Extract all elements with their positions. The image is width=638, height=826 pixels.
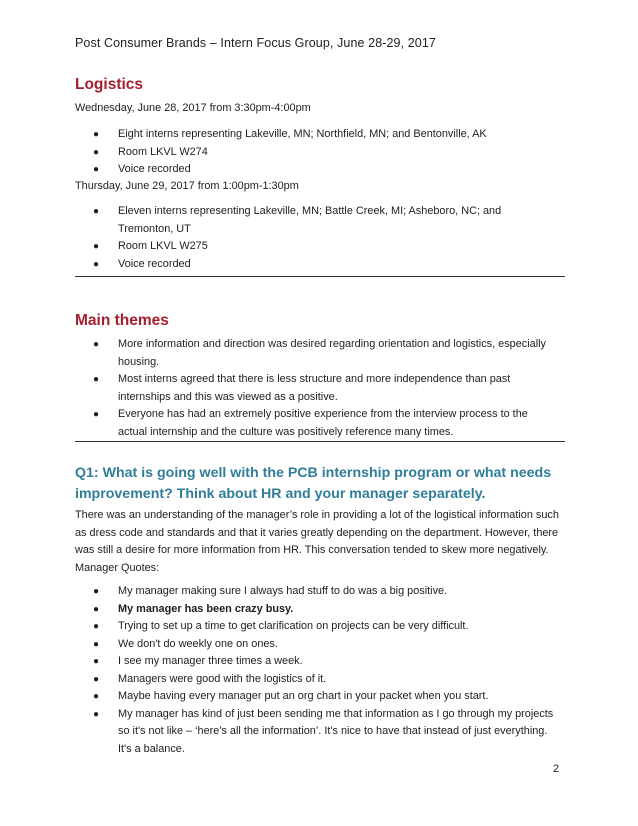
bullet-icon: ● (93, 164, 100, 175)
bullet-icon: ● (93, 603, 100, 615)
session2-list (0, 203, 558, 273)
list-item: ● Room LKVL W274 (0, 144, 558, 162)
themes-list (0, 336, 558, 441)
bullet-icon: ● (93, 656, 100, 667)
manager-quotes-list (0, 583, 558, 758)
list-item: ● More information and direction was desired regarding orientation and logistics, especially housing. (93, 338, 546, 368)
list-item: ● Voice recorded (0, 256, 558, 274)
bullet-icon: ● (93, 621, 100, 632)
list-item: ● Managers were good with the logistics of it. (0, 671, 558, 689)
list-item: ● Trying to set up a time to get clarification on projects can be very difficult. (0, 618, 558, 636)
list-item: ● Everyone has had an extremely positive experience from the interview process to the actual internship and the culture was positively reference many times. (93, 408, 528, 438)
list-item: ● Voice recorded (0, 161, 558, 179)
list-item: ● My manager has been crazy busy. (0, 601, 558, 619)
page-number: 2 (553, 763, 560, 775)
bullet-icon: ● (93, 258, 100, 270)
list-item: ● My manager has kind of just been sending me that information as I go through my projects so it's not like – ‘here's all the information’. It's nice to have that instead of just everything. It's a balance. (93, 707, 554, 755)
list-item: ● We don't do weekly one on ones. (0, 636, 558, 654)
bullet-icon: ● (93, 374, 100, 385)
list-item: ● My manager making sure I always had stuff to do was a big positive. (0, 583, 558, 601)
q1-heading: Q1: What is going well with the PCB internship program or what needs improvement? Think about HR and your manager separately. (75, 465, 552, 502)
bullet-icon: ● (93, 586, 100, 597)
manager-quotes-label: Manager Quotes: (75, 562, 160, 574)
bullet-icon: ● (93, 146, 100, 158)
list-item: ● Maybe having every manager put an org chart in your packet when you start. (0, 688, 558, 706)
bullet-icon: ● (93, 339, 100, 350)
bullet-icon: ● (93, 241, 100, 252)
main-themes-heading: Main themes (75, 312, 169, 329)
logistics-heading: Logistics (75, 76, 144, 93)
bullet-icon: ● (93, 129, 100, 140)
q1-body: There was an understanding of the manager’s role in providing a lot of the logistical information such as dress code and standards and that it varies greatly depending on the department. However, there was still a desire for more information from HR. This conversation tended to skew more negatively. (75, 509, 559, 556)
list-item: ● Eight interns representing Lakeville, MN; Northfield, MN; and Bentonville, AK (0, 126, 558, 144)
bullet-icon: ● (93, 708, 100, 720)
session1-list (0, 126, 558, 179)
bullet-icon: ● (93, 409, 100, 420)
bullet-icon: ● (93, 691, 100, 702)
running-header: Post Consumer Brands – Intern Focus Group, June 28-29, 2017 (75, 36, 436, 50)
section-divider (75, 276, 565, 277)
section-divider (75, 441, 565, 442)
session1-date: Wednesday, June 28, 2017 from 3:30pm-4:00pm (75, 102, 311, 114)
session2-date: Thursday, June 29, 2017 from 1:00pm-1:30pm (75, 180, 299, 192)
bullet-icon: ● (93, 638, 100, 650)
list-item: ● Room LKVL W275 (0, 238, 558, 256)
bullet-icon: ● (93, 206, 100, 217)
list-item: ● Eleven interns representing Lakeville, MN; Battle Creek, MI; Asheboro, NC; and Tremonton, UT (93, 205, 502, 235)
bullet-icon: ● (93, 673, 100, 685)
list-item: ● I see my manager three times a week. (0, 653, 558, 671)
list-item: ● Most interns agreed that there is less structure and more independence than past internships and this was viewed as a positive. (93, 373, 511, 403)
